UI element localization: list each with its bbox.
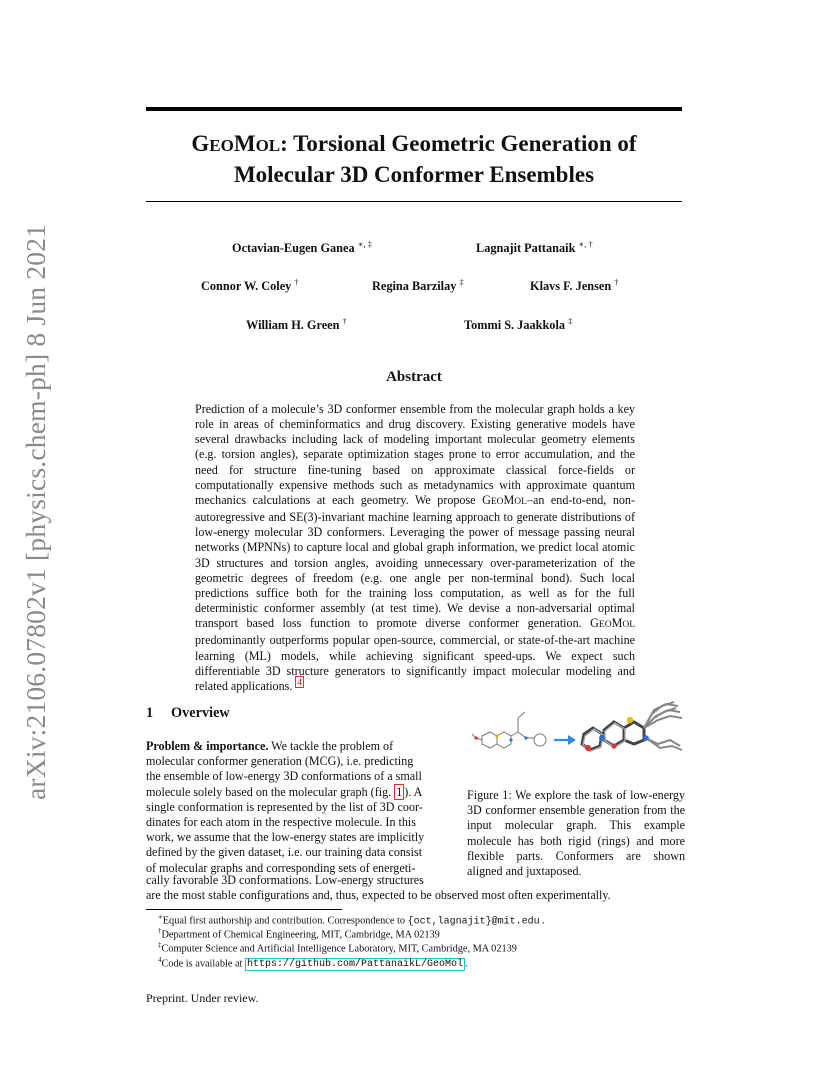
section-heading — [146, 705, 230, 722]
author — [201, 277, 299, 294]
nitrogen-atom — [643, 735, 649, 741]
author — [372, 277, 464, 294]
nitrogen-atom — [524, 736, 527, 739]
intro-line: are the most stable configurations and, thus, expected to be observed most often experimentally. — [146, 888, 611, 903]
author-name: Octavian-Eugen Ganea — [232, 241, 355, 256]
abstract-segment: Prediction of a molecule’s 3D conformer ensemble from the molecular graph holds a key role in areas of cheminformatics and drug discovery. Existing generative models have several drawbacks including lack of modeling important molecular geometry elements (e.g. torsion angles), separate optimization stages prone to error accumulation, and the need for structure fine-tuning based on approximate classical force-fields or computationally expensive methods such as metadynamics with approximate quantum mechanics calculations at each geometry. We propose — [195, 402, 635, 507]
author-affiliation-marks: † — [342, 316, 347, 326]
graph-bond — [511, 732, 518, 736]
author-name: Klavs F. Jensen — [530, 279, 612, 294]
footnote-rule — [146, 909, 342, 910]
sulfur-atom — [495, 734, 498, 737]
footnote-text: . — [465, 958, 468, 970]
method-name-part: G — [482, 492, 491, 507]
title-top-rule — [146, 107, 682, 111]
author-name: Lagnajit Pattanaik — [476, 241, 576, 256]
author-name: William H. Green — [246, 318, 340, 333]
footnote — [158, 954, 468, 971]
footnote-mark: ∗ — [158, 913, 163, 921]
conformer-ring — [624, 722, 644, 744]
abstract-heading: Abstract — [386, 369, 442, 385]
footnote-mark: 4 — [158, 956, 162, 964]
title-name-part: G — [191, 131, 210, 156]
paragraph-lead: Problem & importance. — [146, 739, 269, 753]
author-name: Tommi S. Jaakkola — [464, 318, 566, 333]
intro-line — [146, 785, 456, 800]
footnote — [158, 939, 517, 955]
author — [246, 316, 347, 333]
title-name-part: EO — [209, 136, 234, 155]
flexible-tail-ensemble — [644, 702, 682, 750]
method-name-part: EO — [598, 620, 612, 631]
author-affiliation-marks: ∗, † — [578, 239, 593, 249]
abstract-text — [195, 402, 635, 694]
abstract-segment: –an end-to-end, non-autoregressive and SE(3)-invariant machine learning approach to generate distributions of low-energy molecular 3D conformers. Leveraging the power of message passing neural networks (MPNNs) to capture local and global graph information, we predict local atomic 3D structures and torsion angles, avoiding unnecessary over-parameterization of the geometric degrees of freedom (e.g. one angle per non-terminal bond). Such local predictions suffice both for the training loss computation, as well as for the full deterministic conformer assembly (at test time). We devise a non-adversarial optimal transport based loss function to promote diverse conformer generation. — [195, 492, 635, 631]
author — [232, 239, 372, 256]
nitrogen-atom — [599, 735, 605, 741]
footnote-text: Department of Chemical Engineering, MIT, Cambridge, MA 02139 — [161, 929, 440, 941]
intro-line: the ensemble of low-energy 3D conformations of a small — [146, 769, 422, 784]
intro-line: defined by the given dataset, i.e. our training data consist — [146, 845, 423, 860]
footnote-reference-link[interactable]: 4 — [297, 676, 302, 687]
method-name-part: OL — [514, 496, 527, 507]
footnote-mark: † — [158, 927, 162, 935]
section-title: Overview — [171, 705, 230, 721]
intro-line: dinates for each atom in the respective molecule. In this — [146, 815, 416, 830]
title-rest: : Torsional Geometric Generation of — [280, 131, 637, 156]
contact-email[interactable]: {oct,lagnajit}@mit.edu — [407, 916, 540, 928]
oxygen-atom — [474, 736, 477, 739]
author-affiliation-marks: ∗, ‡ — [357, 239, 372, 249]
graph-ring — [497, 732, 511, 748]
intro-line: single conformation is represented by the list of 3D coor- — [146, 799, 423, 814]
paper-title — [146, 129, 682, 189]
intro-text: molecule solely based on the molecular graph (fig. — [146, 784, 395, 799]
author-name: Regina Barzilay — [372, 279, 457, 294]
author — [530, 277, 619, 294]
author — [464, 316, 572, 333]
author-affiliation-marks: ‡ — [568, 316, 573, 326]
author-name: Connor W. Coley — [201, 279, 292, 294]
intro-paragraph — [146, 739, 456, 876]
intro-line: cally favorable 3D conformations. Low-energy structures — [146, 873, 424, 887]
title-name-part: M — [233, 131, 256, 156]
figure-1-caption: Figure 1: We explore the task of low-energy 3D conformer ensemble generation from the input molecular graph. This example molecule has both rigid (rings) and more flexible parts. Conformers are shown aligned and juxtaposed. — [467, 788, 685, 879]
figure-reference-link[interactable]: 1 — [396, 784, 403, 799]
author — [476, 239, 593, 256]
graph-ring — [534, 734, 546, 746]
oxygen-atom — [585, 745, 591, 751]
title-bottom-rule — [146, 201, 682, 202]
footnote-text: Computer Science and Artificial Intelligence Laboratory, MIT, Cambridge, MA 02139 — [161, 943, 517, 955]
author-affiliation-marks: † — [294, 277, 299, 287]
molecular-graph-drawing — [472, 712, 546, 748]
method-name-part: EO — [490, 496, 504, 507]
author-affiliation-marks: † — [614, 277, 619, 287]
method-name-part: M — [503, 492, 515, 507]
oxygen-atom — [611, 743, 616, 748]
arxiv-identifier-stamp: arXiv:2106.07802v1 [physics.chem-ph] 8 Jun 2021 — [20, 223, 51, 800]
sulfur-atom — [627, 717, 633, 723]
graph-ring — [482, 732, 497, 748]
method-name-part: M — [611, 616, 623, 631]
intro-line: of molecular graphs and corresponding sets of energeti- — [146, 860, 416, 875]
intro-text: We tackle the problem of — [268, 739, 394, 753]
intro-line — [146, 739, 456, 754]
figure-1-molecule-illustration — [464, 688, 686, 770]
intro-text: ). A — [404, 784, 423, 799]
preprint-note: Preprint. Under review. — [146, 991, 259, 1005]
footnote-text: Code is available at — [161, 958, 245, 970]
footnote-mark: ‡ — [158, 941, 162, 949]
section-number: 1 — [146, 705, 154, 721]
abstract-segment: predominantly outperforms popular open-source, commercial, or state-of-the-art machine learning (ML) models, while achieving significant speed-ups. We expect such differentiable 3D structure generators to significantly impact molecular modeling and related applications. — [195, 633, 635, 693]
title-line-2: Molecular 3D Conformer Ensembles — [233, 162, 595, 187]
method-name-part: G — [590, 616, 599, 631]
intro-line: molecular conformer generation (MCG), i.e. predicting — [146, 754, 414, 769]
graph-bond — [518, 712, 525, 718]
conformer-ensemble-drawing — [582, 702, 682, 751]
author-affiliation-marks: ‡ — [459, 277, 464, 287]
method-name-part: OL — [622, 620, 635, 631]
title-line-1 — [146, 129, 682, 160]
nitrogen-atom — [509, 738, 512, 741]
arrow-icon — [554, 735, 576, 745]
code-repository-link[interactable]: https://github.com/PattanaikL/GeoMol — [247, 959, 464, 971]
title-name-part: OL — [255, 136, 281, 155]
footnote-text: . — [539, 915, 545, 927]
intro-line: work, we assume that the low-energy states are implicitly — [146, 830, 425, 845]
footnote-text: Equal first authorship and contribution. Correspondence to — [162, 915, 408, 927]
